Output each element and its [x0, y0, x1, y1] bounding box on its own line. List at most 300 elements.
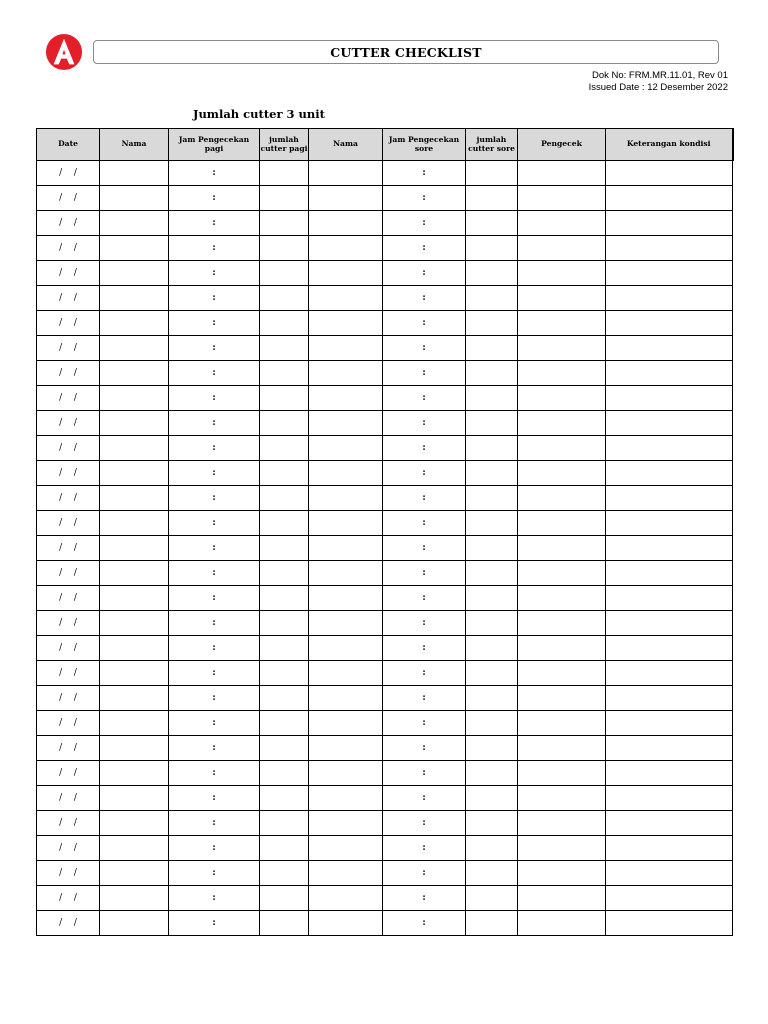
date-cell[interactable]: / /	[37, 286, 100, 311]
pengecek-cell[interactable]	[518, 711, 606, 736]
pengecek-cell[interactable]	[518, 236, 606, 261]
nama-pagi-cell[interactable]	[100, 311, 169, 336]
jam-pagi-cell[interactable]: :	[169, 311, 260, 336]
jumlah-pagi-cell[interactable]	[260, 886, 309, 911]
jumlah-sore-cell[interactable]	[466, 311, 518, 336]
pengecek-cell[interactable]	[518, 486, 606, 511]
jam-sore-cell[interactable]: :	[383, 161, 466, 186]
nama-pagi-cell[interactable]	[100, 211, 169, 236]
jumlah-sore-cell[interactable]	[466, 461, 518, 486]
date-cell[interactable]: / /	[37, 886, 100, 911]
jam-sore-cell[interactable]: :	[383, 386, 466, 411]
nama-sore-cell[interactable]	[309, 661, 383, 686]
nama-pagi-cell[interactable]	[100, 886, 169, 911]
jam-pagi-cell[interactable]: :	[169, 536, 260, 561]
table-row	[37, 261, 733, 286]
jam-sore-cell[interactable]: :	[383, 211, 466, 236]
jam-sore-cell[interactable]: :	[383, 811, 466, 836]
date-cell[interactable]: / /	[37, 186, 100, 211]
nama-sore-cell[interactable]	[309, 161, 383, 186]
keterangan-cell[interactable]	[606, 461, 733, 486]
jumlah-sore-cell[interactable]	[466, 336, 518, 361]
jumlah-sore-cell[interactable]	[466, 811, 518, 836]
nama-sore-cell[interactable]	[309, 561, 383, 586]
jam-pagi-cell[interactable]: :	[169, 236, 260, 261]
date-cell[interactable]: / /	[37, 636, 100, 661]
jam-pagi-cell[interactable]: :	[169, 361, 260, 386]
jumlah-sore-cell[interactable]	[466, 161, 518, 186]
keterangan-cell[interactable]	[606, 286, 733, 311]
keterangan-cell[interactable]	[606, 561, 733, 586]
jumlah-sore-cell[interactable]	[466, 486, 518, 511]
jumlah-pagi-cell[interactable]	[260, 236, 309, 261]
date-cell[interactable]: / /	[37, 711, 100, 736]
table-row	[37, 711, 733, 736]
jumlah-sore-cell[interactable]	[466, 211, 518, 236]
pengecek-cell[interactable]	[518, 861, 606, 886]
jam-pagi-cell[interactable]: :	[169, 461, 260, 486]
keterangan-cell[interactable]	[606, 736, 733, 761]
jumlah-sore-cell[interactable]	[466, 786, 518, 811]
jam-sore-cell[interactable]: :	[383, 911, 466, 936]
jam-pagi-cell[interactable]: :	[169, 511, 260, 536]
jam-sore-cell[interactable]: :	[383, 761, 466, 786]
jam-sore-cell[interactable]: :	[383, 736, 466, 761]
jam-sore-cell[interactable]: :	[383, 361, 466, 386]
nama-sore-cell[interactable]	[309, 461, 383, 486]
keterangan-cell[interactable]	[606, 361, 733, 386]
jam-pagi-cell[interactable]: :	[169, 386, 260, 411]
keterangan-cell[interactable]	[606, 911, 733, 936]
keterangan-cell[interactable]	[606, 436, 733, 461]
jumlah-sore-cell[interactable]	[466, 236, 518, 261]
nama-pagi-cell[interactable]	[100, 236, 169, 261]
nama-pagi-cell[interactable]	[100, 261, 169, 286]
table-row	[37, 236, 733, 261]
col-keterangan: Keterangan kondisi	[606, 129, 733, 161]
jumlah-sore-cell[interactable]	[466, 911, 518, 936]
nama-sore-cell[interactable]	[309, 286, 383, 311]
jumlah-sore-cell[interactable]	[466, 761, 518, 786]
pengecek-cell[interactable]	[518, 411, 606, 436]
pengecek-cell[interactable]	[518, 511, 606, 536]
date-cell[interactable]: / /	[37, 486, 100, 511]
jam-pagi-cell[interactable]: :	[169, 186, 260, 211]
jumlah-sore-cell[interactable]	[466, 686, 518, 711]
table-row	[37, 811, 733, 836]
table-row	[37, 686, 733, 711]
nama-sore-cell[interactable]	[309, 811, 383, 836]
pengecek-cell[interactable]	[518, 786, 606, 811]
jumlah-pagi-cell[interactable]	[260, 561, 309, 586]
nama-pagi-cell[interactable]	[100, 411, 169, 436]
jam-pagi-cell[interactable]: :	[169, 161, 260, 186]
pengecek-cell[interactable]	[518, 286, 606, 311]
col-pengecek: Pengecek	[518, 129, 606, 161]
nama-sore-cell[interactable]	[309, 336, 383, 361]
pengecek-cell[interactable]	[518, 211, 606, 236]
jumlah-sore-cell[interactable]	[466, 286, 518, 311]
keterangan-cell[interactable]	[606, 386, 733, 411]
nama-pagi-cell[interactable]	[100, 611, 169, 636]
keterangan-cell[interactable]	[606, 836, 733, 861]
pengecek-cell[interactable]	[518, 836, 606, 861]
jumlah-sore-cell[interactable]	[466, 361, 518, 386]
jumlah-pagi-cell[interactable]	[260, 311, 309, 336]
jumlah-sore-cell[interactable]	[466, 886, 518, 911]
jumlah-pagi-cell[interactable]	[260, 636, 309, 661]
jam-pagi-cell[interactable]: :	[169, 711, 260, 736]
jumlah-pagi-cell[interactable]	[260, 436, 309, 461]
keterangan-cell[interactable]	[606, 786, 733, 811]
nama-pagi-cell[interactable]	[100, 161, 169, 186]
date-cell[interactable]: / /	[37, 386, 100, 411]
jam-pagi-cell[interactable]: :	[169, 811, 260, 836]
date-cell[interactable]: / /	[37, 811, 100, 836]
keterangan-cell[interactable]	[606, 586, 733, 611]
keterangan-cell[interactable]	[606, 311, 733, 336]
nama-sore-cell[interactable]	[309, 611, 383, 636]
date-cell[interactable]: / /	[37, 536, 100, 561]
jam-pagi-cell[interactable]: :	[169, 761, 260, 786]
jam-pagi-cell[interactable]: :	[169, 736, 260, 761]
jam-sore-cell[interactable]: :	[383, 486, 466, 511]
jam-pagi-cell[interactable]: :	[169, 286, 260, 311]
jam-sore-cell[interactable]: :	[383, 636, 466, 661]
nama-pagi-cell[interactable]	[100, 486, 169, 511]
pengecek-cell[interactable]	[518, 186, 606, 211]
jam-pagi-cell[interactable]: :	[169, 561, 260, 586]
jumlah-sore-cell[interactable]	[466, 536, 518, 561]
keterangan-cell[interactable]	[606, 661, 733, 686]
nama-sore-cell[interactable]	[309, 586, 383, 611]
date-cell[interactable]: / /	[37, 436, 100, 461]
jam-sore-cell[interactable]: :	[383, 436, 466, 461]
keterangan-cell[interactable]	[606, 761, 733, 786]
jam-sore-cell[interactable]: :	[383, 786, 466, 811]
keterangan-cell[interactable]	[606, 211, 733, 236]
date-cell[interactable]: / /	[37, 561, 100, 586]
nama-pagi-cell[interactable]	[100, 686, 169, 711]
jam-pagi-cell[interactable]: :	[169, 411, 260, 436]
table-row	[37, 536, 733, 561]
jumlah-pagi-cell[interactable]	[260, 486, 309, 511]
table-row	[37, 386, 733, 411]
jumlah-pagi-cell[interactable]	[260, 511, 309, 536]
jam-pagi-cell[interactable]: :	[169, 886, 260, 911]
jam-sore-cell[interactable]: :	[383, 186, 466, 211]
nama-pagi-cell[interactable]	[100, 761, 169, 786]
nama-pagi-cell[interactable]	[100, 661, 169, 686]
date-cell[interactable]: / /	[37, 786, 100, 811]
jam-pagi-cell[interactable]: :	[169, 836, 260, 861]
jumlah-pagi-cell[interactable]	[260, 286, 309, 311]
pengecek-cell[interactable]	[518, 336, 606, 361]
table-row	[37, 836, 733, 861]
jam-pagi-cell[interactable]: :	[169, 911, 260, 936]
table-row	[37, 436, 733, 461]
nama-pagi-cell[interactable]	[100, 561, 169, 586]
jumlah-sore-cell[interactable]	[466, 386, 518, 411]
jumlah-pagi-cell[interactable]	[260, 186, 309, 211]
date-cell[interactable]: / /	[37, 836, 100, 861]
nama-sore-cell[interactable]	[309, 411, 383, 436]
jumlah-pagi-cell[interactable]	[260, 811, 309, 836]
jam-pagi-cell[interactable]: :	[169, 261, 260, 286]
keterangan-cell[interactable]	[606, 686, 733, 711]
jam-pagi-cell[interactable]: :	[169, 586, 260, 611]
table-header-row	[37, 129, 733, 161]
jam-pagi-cell[interactable]: :	[169, 611, 260, 636]
jumlah-sore-cell[interactable]	[466, 586, 518, 611]
jumlah-sore-cell[interactable]	[466, 511, 518, 536]
cutter-count-label: Jumlah cutter 3 unit	[193, 107, 325, 121]
pengecek-cell[interactable]	[518, 611, 606, 636]
jumlah-sore-cell[interactable]	[466, 736, 518, 761]
pengecek-cell[interactable]	[518, 561, 606, 586]
nama-sore-cell[interactable]	[309, 686, 383, 711]
jumlah-pagi-cell[interactable]	[260, 686, 309, 711]
nama-pagi-cell[interactable]	[100, 711, 169, 736]
jam-pagi-cell[interactable]: :	[169, 661, 260, 686]
jumlah-sore-cell[interactable]	[466, 561, 518, 586]
jumlah-sore-cell[interactable]	[466, 261, 518, 286]
pengecek-cell[interactable]	[518, 911, 606, 936]
jam-sore-cell[interactable]: :	[383, 536, 466, 561]
nama-sore-cell[interactable]	[309, 861, 383, 886]
pengecek-cell[interactable]	[518, 311, 606, 336]
jumlah-pagi-cell[interactable]	[260, 861, 309, 886]
col-jam-sore: Jam Pengecekan sore	[383, 129, 466, 161]
jumlah-pagi-cell[interactable]	[260, 536, 309, 561]
jam-pagi-cell[interactable]: :	[169, 636, 260, 661]
date-cell[interactable]: / /	[37, 461, 100, 486]
nama-sore-cell[interactable]	[309, 311, 383, 336]
table-row	[37, 611, 733, 636]
pengecek-cell[interactable]	[518, 536, 606, 561]
jam-sore-cell[interactable]: :	[383, 611, 466, 636]
keterangan-cell[interactable]	[606, 161, 733, 186]
nama-pagi-cell[interactable]	[100, 386, 169, 411]
jam-sore-cell[interactable]: :	[383, 286, 466, 311]
jumlah-pagi-cell[interactable]	[260, 411, 309, 436]
nama-pagi-cell[interactable]	[100, 861, 169, 886]
pengecek-cell[interactable]	[518, 161, 606, 186]
jumlah-pagi-cell[interactable]	[260, 261, 309, 286]
jumlah-pagi-cell[interactable]	[260, 761, 309, 786]
nama-sore-cell[interactable]	[309, 711, 383, 736]
jam-sore-cell[interactable]: :	[383, 586, 466, 611]
jam-pagi-cell[interactable]: :	[169, 861, 260, 886]
nama-pagi-cell[interactable]	[100, 336, 169, 361]
keterangan-cell[interactable]	[606, 611, 733, 636]
jam-sore-cell[interactable]: :	[383, 511, 466, 536]
date-cell[interactable]: / /	[37, 611, 100, 636]
keterangan-cell[interactable]	[606, 811, 733, 836]
keterangan-cell[interactable]	[606, 186, 733, 211]
nama-pagi-cell[interactable]	[100, 736, 169, 761]
date-cell[interactable]: / /	[37, 236, 100, 261]
jam-pagi-cell[interactable]: :	[169, 686, 260, 711]
pengecek-cell[interactable]	[518, 461, 606, 486]
table-row	[37, 311, 733, 336]
table-row	[37, 161, 733, 186]
pengecek-cell[interactable]	[518, 686, 606, 711]
nama-pagi-cell[interactable]	[100, 811, 169, 836]
jam-sore-cell[interactable]: :	[383, 861, 466, 886]
jumlah-pagi-cell[interactable]	[260, 661, 309, 686]
date-cell[interactable]: / /	[37, 511, 100, 536]
date-cell[interactable]: / /	[37, 361, 100, 386]
keterangan-cell[interactable]	[606, 511, 733, 536]
jumlah-pagi-cell[interactable]	[260, 586, 309, 611]
pengecek-cell[interactable]	[518, 811, 606, 836]
nama-pagi-cell[interactable]	[100, 836, 169, 861]
jam-sore-cell[interactable]: :	[383, 336, 466, 361]
pengecek-cell[interactable]	[518, 736, 606, 761]
nama-sore-cell[interactable]	[309, 486, 383, 511]
pengecek-cell[interactable]	[518, 436, 606, 461]
nama-sore-cell[interactable]	[309, 636, 383, 661]
keterangan-cell[interactable]	[606, 261, 733, 286]
nama-sore-cell[interactable]	[309, 736, 383, 761]
nama-sore-cell[interactable]	[309, 836, 383, 861]
keterangan-cell[interactable]	[606, 411, 733, 436]
table-row	[37, 461, 733, 486]
pengecek-cell[interactable]	[518, 586, 606, 611]
nama-pagi-cell[interactable]	[100, 461, 169, 486]
jam-sore-cell[interactable]: :	[383, 311, 466, 336]
keterangan-cell[interactable]	[606, 236, 733, 261]
jam-pagi-cell[interactable]: :	[169, 486, 260, 511]
nama-pagi-cell[interactable]	[100, 636, 169, 661]
jumlah-sore-cell[interactable]	[466, 836, 518, 861]
table-row	[37, 411, 733, 436]
date-cell[interactable]: / /	[37, 861, 100, 886]
date-cell[interactable]: / /	[37, 761, 100, 786]
jam-sore-cell[interactable]: :	[383, 236, 466, 261]
nama-pagi-cell[interactable]	[100, 786, 169, 811]
date-cell[interactable]: / /	[37, 336, 100, 361]
nama-sore-cell[interactable]	[309, 436, 383, 461]
pengecek-cell[interactable]	[518, 886, 606, 911]
date-cell[interactable]: / /	[37, 411, 100, 436]
jumlah-pagi-cell[interactable]	[260, 211, 309, 236]
nama-sore-cell[interactable]	[309, 361, 383, 386]
pengecek-cell[interactable]	[518, 386, 606, 411]
col-nama-sore: Nama	[309, 129, 383, 161]
nama-pagi-cell[interactable]	[100, 186, 169, 211]
nama-pagi-cell[interactable]	[100, 911, 169, 936]
jumlah-sore-cell[interactable]	[466, 411, 518, 436]
keterangan-cell[interactable]	[606, 486, 733, 511]
pengecek-cell[interactable]	[518, 761, 606, 786]
nama-sore-cell[interactable]	[309, 211, 383, 236]
jumlah-pagi-cell[interactable]	[260, 461, 309, 486]
date-cell[interactable]: / /	[37, 261, 100, 286]
jumlah-sore-cell[interactable]	[466, 636, 518, 661]
nama-pagi-cell[interactable]	[100, 286, 169, 311]
jam-sore-cell[interactable]: :	[383, 411, 466, 436]
jumlah-sore-cell[interactable]	[466, 861, 518, 886]
date-cell[interactable]: / /	[37, 311, 100, 336]
keterangan-cell[interactable]	[606, 636, 733, 661]
nama-sore-cell[interactable]	[309, 911, 383, 936]
jam-sore-cell[interactable]: :	[383, 836, 466, 861]
date-cell[interactable]: / /	[37, 661, 100, 686]
nama-sore-cell[interactable]	[309, 886, 383, 911]
pengecek-cell[interactable]	[518, 636, 606, 661]
nama-pagi-cell[interactable]	[100, 586, 169, 611]
jumlah-pagi-cell[interactable]	[260, 336, 309, 361]
nama-sore-cell[interactable]	[309, 511, 383, 536]
nama-sore-cell[interactable]	[309, 786, 383, 811]
date-cell[interactable]: / /	[37, 586, 100, 611]
jumlah-sore-cell[interactable]	[466, 436, 518, 461]
pengecek-cell[interactable]	[518, 661, 606, 686]
jam-sore-cell[interactable]: :	[383, 661, 466, 686]
jumlah-pagi-cell[interactable]	[260, 711, 309, 736]
date-cell[interactable]: / /	[37, 211, 100, 236]
nama-sore-cell[interactable]	[309, 261, 383, 286]
nama-pagi-cell[interactable]	[100, 511, 169, 536]
jumlah-sore-cell[interactable]	[466, 661, 518, 686]
date-cell[interactable]: / /	[37, 686, 100, 711]
nama-sore-cell[interactable]	[309, 536, 383, 561]
keterangan-cell[interactable]	[606, 536, 733, 561]
jumlah-pagi-cell[interactable]	[260, 911, 309, 936]
date-cell[interactable]: / /	[37, 736, 100, 761]
jumlah-sore-cell[interactable]	[466, 611, 518, 636]
jumlah-sore-cell[interactable]	[466, 186, 518, 211]
nama-sore-cell[interactable]	[309, 186, 383, 211]
pengecek-cell[interactable]	[518, 261, 606, 286]
jumlah-pagi-cell[interactable]	[260, 786, 309, 811]
jam-pagi-cell[interactable]: :	[169, 211, 260, 236]
keterangan-cell[interactable]	[606, 886, 733, 911]
jumlah-sore-cell[interactable]	[466, 711, 518, 736]
jumlah-pagi-cell[interactable]	[260, 386, 309, 411]
keterangan-cell[interactable]	[606, 711, 733, 736]
jam-sore-cell[interactable]: :	[383, 461, 466, 486]
jam-pagi-cell[interactable]: :	[169, 786, 260, 811]
nama-pagi-cell[interactable]	[100, 536, 169, 561]
jam-sore-cell[interactable]: :	[383, 686, 466, 711]
jam-sore-cell[interactable]: :	[383, 561, 466, 586]
keterangan-cell[interactable]	[606, 861, 733, 886]
nama-sore-cell[interactable]	[309, 386, 383, 411]
jam-pagi-cell[interactable]: :	[169, 436, 260, 461]
date-cell[interactable]: / /	[37, 911, 100, 936]
jumlah-pagi-cell[interactable]	[260, 736, 309, 761]
jumlah-pagi-cell[interactable]	[260, 361, 309, 386]
jumlah-pagi-cell[interactable]	[260, 161, 309, 186]
nama-sore-cell[interactable]	[309, 761, 383, 786]
nama-pagi-cell[interactable]	[100, 361, 169, 386]
nama-pagi-cell[interactable]	[100, 436, 169, 461]
jumlah-pagi-cell[interactable]	[260, 611, 309, 636]
table-row	[37, 511, 733, 536]
jam-pagi-cell[interactable]: :	[169, 336, 260, 361]
jumlah-pagi-cell[interactable]	[260, 836, 309, 861]
jam-sore-cell[interactable]: :	[383, 261, 466, 286]
nama-sore-cell[interactable]	[309, 236, 383, 261]
jam-sore-cell[interactable]: :	[383, 711, 466, 736]
keterangan-cell[interactable]	[606, 336, 733, 361]
pengecek-cell[interactable]	[518, 361, 606, 386]
jam-sore-cell[interactable]: :	[383, 886, 466, 911]
date-cell[interactable]: / /	[37, 161, 100, 186]
